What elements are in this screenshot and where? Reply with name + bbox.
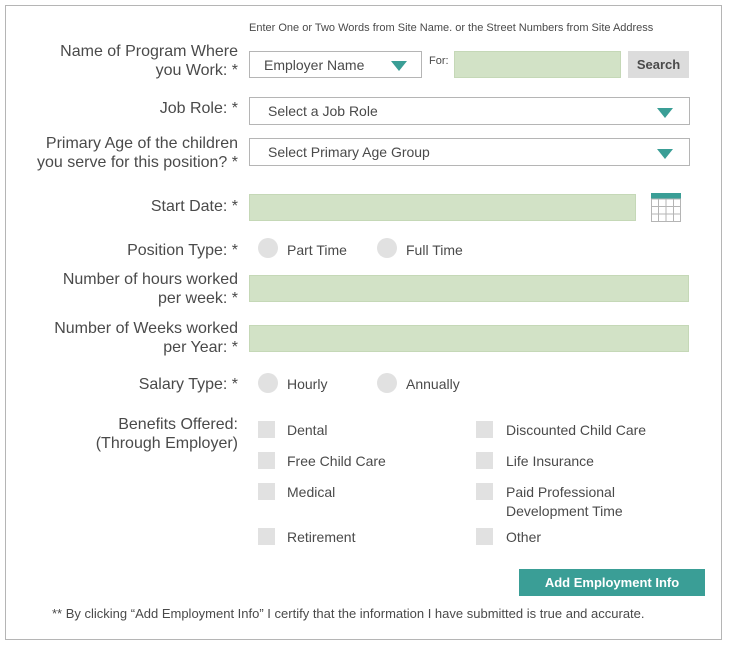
weeks-input[interactable]	[249, 325, 689, 352]
dental-checkbox[interactable]	[258, 421, 275, 438]
age-group-label: Primary Age of the children you serve for this position? *	[37, 135, 238, 171]
discounted-child-care-checkbox[interactable]	[476, 421, 493, 438]
add-employment-info-button[interactable]: Add Employment Info	[519, 569, 705, 596]
full-time-radio[interactable]	[377, 238, 397, 258]
position-type-label: Position Type: *	[127, 242, 238, 259]
search-button[interactable]: Search	[628, 51, 689, 78]
benefits-label: Benefits Offered: (Through Employer)	[95, 416, 238, 452]
retirement-label: Retirement	[287, 529, 356, 545]
certification-note: ** By clicking “Add Employment Info” I certify that the information I have submitted is true and accurate.	[52, 606, 645, 621]
free-child-care-label: Free Child Care	[287, 453, 386, 469]
program-search-input[interactable]	[454, 51, 621, 78]
chevron-down-icon	[657, 108, 673, 118]
full-time-label: Full Time	[406, 242, 463, 258]
life-insurance-checkbox[interactable]	[476, 452, 493, 469]
job-role-label: Job Role: *	[159, 100, 238, 117]
search-hint: Enter One or Two Words from Site Name. or the Street Numbers from Site Address	[249, 22, 654, 34]
paid-professional-development-checkbox[interactable]	[476, 483, 493, 500]
job-role-select[interactable]: Select a Job Role	[249, 97, 690, 125]
hours-label: Number of hours worked per week: *	[62, 271, 238, 307]
program-label: Name of Program Where you Work: *	[60, 43, 238, 79]
chevron-down-icon	[391, 61, 407, 71]
calendar-icon[interactable]	[651, 193, 681, 222]
paid-professional-development-label: Paid Professional Development Time	[506, 484, 623, 519]
start-date-label: Start Date: *	[150, 198, 238, 215]
other-checkbox[interactable]	[476, 528, 493, 545]
free-child-care-checkbox[interactable]	[258, 452, 275, 469]
retirement-checkbox[interactable]	[258, 528, 275, 545]
weeks-label: Number of Weeks worked per Year: *	[54, 320, 238, 356]
medical-label: Medical	[287, 484, 336, 500]
annually-radio[interactable]	[377, 373, 397, 393]
salary-type-label: Salary Type: *	[138, 376, 238, 393]
hourly-label: Hourly	[287, 376, 328, 392]
dental-label: Dental	[287, 422, 328, 438]
other-label: Other	[506, 529, 542, 545]
part-time-radio[interactable]	[258, 238, 278, 258]
annually-label: Annually	[406, 376, 460, 392]
discounted-child-care-label: Discounted Child Care	[506, 422, 647, 438]
hourly-radio[interactable]	[258, 373, 278, 393]
hours-input[interactable]	[249, 275, 689, 302]
age-group-select[interactable]: Select Primary Age Group	[249, 138, 690, 166]
start-date-input[interactable]	[249, 194, 636, 221]
employer-name-dropdown[interactable]: Employer Name	[249, 51, 422, 78]
for-label: For:	[429, 55, 449, 67]
part-time-label: Part Time	[287, 242, 347, 258]
medical-checkbox[interactable]	[258, 483, 275, 500]
life-insurance-label: Life Insurance	[506, 453, 594, 469]
chevron-down-icon	[657, 149, 673, 159]
